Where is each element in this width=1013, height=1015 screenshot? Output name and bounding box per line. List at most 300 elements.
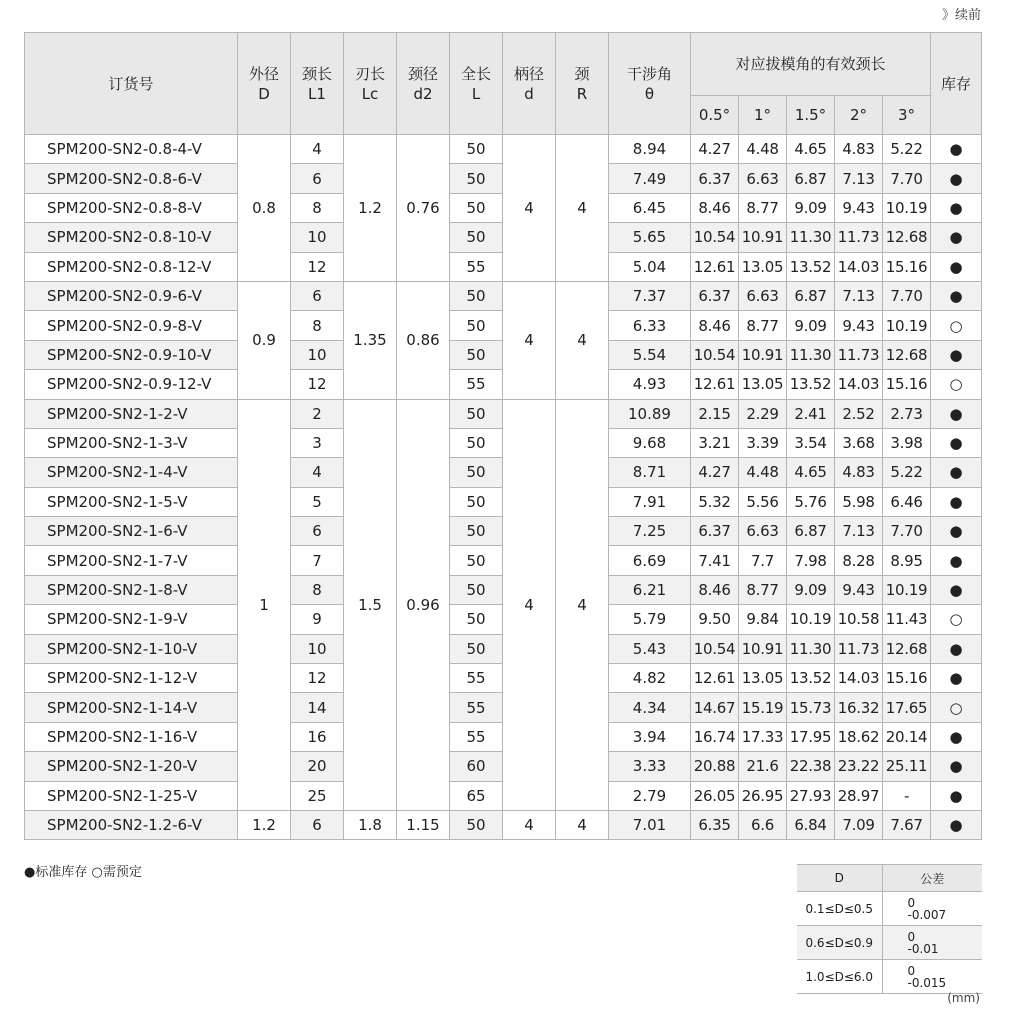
effective-length-cell: 14.67: [691, 693, 739, 722]
tolerance-lower: -0.007: [907, 907, 947, 922]
effective-length-cell: 3.21: [691, 428, 739, 457]
header-neck-diameter: 颈径 d2: [397, 33, 450, 135]
stock-mark: ●: [931, 517, 982, 546]
outer-diameter-cell: 0.8: [238, 135, 291, 282]
total-length-cell: 65: [450, 781, 503, 810]
effective-length-cell: 10.54: [691, 340, 739, 369]
effective-length-cell: 11.30: [787, 634, 835, 663]
continued-note: 》续前: [941, 8, 981, 23]
shank-diameter-cell: 4: [503, 810, 556, 839]
neck-length-cell: 12: [291, 664, 344, 693]
order-number: SPM200-SN2-0.8-4-V: [25, 135, 238, 164]
interference-angle-cell: 5.54: [609, 340, 691, 369]
total-length-cell: 50: [450, 605, 503, 634]
tolerance-header-d: D: [797, 865, 882, 892]
effective-length-cell: 6.87: [787, 517, 835, 546]
effective-length-cell: 8.77: [739, 193, 787, 222]
effective-length-cell: 4.27: [691, 458, 739, 487]
stock-mark: ●: [931, 399, 982, 428]
effective-length-cell: 13.52: [787, 370, 835, 399]
order-number: SPM200-SN2-1-12-V: [25, 664, 238, 693]
neck-diameter-cell: 1.15: [397, 810, 450, 839]
neck-length-cell: 5: [291, 487, 344, 516]
effective-length-cell: 7.7: [739, 546, 787, 575]
order-number: SPM200-SN2-0.9-6-V: [25, 281, 238, 310]
effective-length-cell: 9.43: [835, 575, 883, 604]
tolerance-table: [797, 864, 982, 994]
effective-length-cell: 9.43: [835, 311, 883, 340]
interference-angle-cell: 10.89: [609, 399, 691, 428]
header-order: 订货号: [25, 33, 238, 135]
effective-length-cell: 6.37: [691, 164, 739, 193]
stock-mark: ○: [931, 311, 982, 340]
shank-diameter-cell: 4: [503, 135, 556, 282]
effective-length-cell: 8.46: [691, 575, 739, 604]
interference-angle-cell: 3.94: [609, 722, 691, 751]
effective-length-cell: 6.37: [691, 281, 739, 310]
effective-length-cell: 10.19: [883, 311, 931, 340]
effective-length-cell: 4.48: [739, 135, 787, 164]
effective-length-cell: 6.35: [691, 810, 739, 839]
order-number: SPM200-SN2-1.2-6-V: [25, 810, 238, 839]
tolerance-lower: -0.015: [907, 975, 947, 990]
order-number: SPM200-SN2-1-5-V: [25, 487, 238, 516]
stock-mark: ●: [931, 340, 982, 369]
total-length-cell: 50: [450, 193, 503, 222]
header-angle: 0.5°: [691, 96, 739, 135]
neck-diameter-cell: 0.86: [397, 281, 450, 399]
tolerance-value: [882, 926, 982, 960]
total-length-cell: 50: [450, 311, 503, 340]
effective-length-cell: 12.61: [691, 370, 739, 399]
total-length-cell: 55: [450, 664, 503, 693]
neck-length-cell: 20: [291, 752, 344, 781]
unit-label: (mm): [947, 991, 980, 1005]
effective-length-cell: 8.46: [691, 193, 739, 222]
effective-length-cell: 11.73: [835, 340, 883, 369]
total-length-cell: 50: [450, 340, 503, 369]
shank-diameter-cell: 4: [503, 399, 556, 810]
interference-angle-cell: 6.69: [609, 546, 691, 575]
stock-mark: ●: [931, 135, 982, 164]
effective-length-cell: 14.03: [835, 370, 883, 399]
table-row: [25, 135, 982, 164]
outer-diameter-cell: 0.9: [238, 281, 291, 399]
neck-length-cell: 7: [291, 546, 344, 575]
effective-length-cell: 3.39: [739, 428, 787, 457]
effective-length-cell: 10.19: [883, 193, 931, 222]
edge-length-cell: 1.35: [344, 281, 397, 399]
header-neck-r: 颈 R: [556, 33, 609, 135]
order-number: SPM200-SN2-0.9-12-V: [25, 370, 238, 399]
effective-length-cell: 13.52: [787, 664, 835, 693]
effective-length-cell: 15.19: [739, 693, 787, 722]
effective-length-cell: 21.6: [739, 752, 787, 781]
interference-angle-cell: 9.68: [609, 428, 691, 457]
effective-length-cell: 7.13: [835, 164, 883, 193]
interference-angle-cell: 5.79: [609, 605, 691, 634]
effective-length-cell: 8.46: [691, 311, 739, 340]
order-number: SPM200-SN2-1-16-V: [25, 722, 238, 751]
stock-mark: ●: [931, 252, 982, 281]
effective-length-cell: 8.77: [739, 575, 787, 604]
effective-length-cell: 26.05: [691, 781, 739, 810]
interference-angle-cell: 5.65: [609, 223, 691, 252]
interference-angle-cell: 7.91: [609, 487, 691, 516]
shank-diameter-cell: 4: [503, 281, 556, 399]
effective-length-cell: 7.70: [883, 164, 931, 193]
effective-length-cell: 10.91: [739, 340, 787, 369]
stock-mark: ●: [931, 722, 982, 751]
effective-length-cell: 6.84: [787, 810, 835, 839]
interference-angle-cell: 4.82: [609, 664, 691, 693]
effective-length-cell: 12.68: [883, 634, 931, 663]
stock-mark: ●: [931, 223, 982, 252]
stock-mark: ●: [931, 193, 982, 222]
effective-length-cell: 5.22: [883, 135, 931, 164]
effective-length-cell: 3.98: [883, 428, 931, 457]
header-angle: 3°: [883, 96, 931, 135]
effective-length-cell: 3.68: [835, 428, 883, 457]
effective-length-cell: 10.91: [739, 634, 787, 663]
neck-length-cell: 6: [291, 281, 344, 310]
total-length-cell: 50: [450, 281, 503, 310]
effective-length-cell: 7.70: [883, 517, 931, 546]
tolerance-value: [882, 960, 982, 994]
total-length-cell: 55: [450, 370, 503, 399]
effective-length-cell: 16.32: [835, 693, 883, 722]
effective-length-cell: 10.54: [691, 634, 739, 663]
effective-length-cell: 13.52: [787, 252, 835, 281]
total-length-cell: 55: [450, 252, 503, 281]
order-number: SPM200-SN2-0.8-10-V: [25, 223, 238, 252]
interference-angle-cell: 6.33: [609, 311, 691, 340]
stock-mark: ●: [931, 487, 982, 516]
header-angle: 2°: [835, 96, 883, 135]
stock-legend: ●标准库存 ○需预定: [24, 865, 142, 880]
edge-length-cell: 1.5: [344, 399, 397, 810]
effective-length-cell: 13.05: [739, 370, 787, 399]
effective-length-cell: 7.13: [835, 517, 883, 546]
neck-r-cell: 4: [556, 135, 609, 282]
effective-length-cell: 9.09: [787, 193, 835, 222]
effective-length-cell: 27.93: [787, 781, 835, 810]
tolerance-lower: -0.01: [907, 941, 939, 956]
tolerance-upper: 0: [907, 895, 916, 910]
effective-length-cell: 12.61: [691, 664, 739, 693]
edge-length-cell: 1.2: [344, 135, 397, 282]
effective-length-cell: 4.83: [835, 458, 883, 487]
effective-length-cell: 7.70: [883, 281, 931, 310]
order-number: SPM200-SN2-0.9-10-V: [25, 340, 238, 369]
neck-length-cell: 6: [291, 164, 344, 193]
effective-length-cell: 9.43: [835, 193, 883, 222]
neck-diameter-cell: 0.76: [397, 135, 450, 282]
effective-length-cell: 17.65: [883, 693, 931, 722]
effective-length-cell: 11.73: [835, 223, 883, 252]
header-angle: 1°: [739, 96, 787, 135]
neck-r-cell: 4: [556, 399, 609, 810]
effective-length-cell: 2.41: [787, 399, 835, 428]
neck-length-cell: 14: [291, 693, 344, 722]
total-length-cell: 55: [450, 722, 503, 751]
effective-length-cell: 5.22: [883, 458, 931, 487]
total-length-cell: 50: [450, 575, 503, 604]
total-length-cell: 50: [450, 517, 503, 546]
neck-length-cell: 16: [291, 722, 344, 751]
effective-length-cell: 8.95: [883, 546, 931, 575]
effective-length-cell: 2.15: [691, 399, 739, 428]
header-total-length: 全长 L: [450, 33, 503, 135]
interference-angle-cell: 7.01: [609, 810, 691, 839]
effective-length-cell: 6.63: [739, 281, 787, 310]
total-length-cell: 50: [450, 810, 503, 839]
stock-mark: ○: [931, 605, 982, 634]
effective-length-cell: 11.30: [787, 340, 835, 369]
effective-length-cell: 4.83: [835, 135, 883, 164]
effective-length-cell: 13.05: [739, 664, 787, 693]
effective-length-cell: 10.91: [739, 223, 787, 252]
effective-length-cell: 11.43: [883, 605, 931, 634]
effective-length-cell: 6.6: [739, 810, 787, 839]
neck-diameter-cell: 0.96: [397, 399, 450, 810]
interference-angle-cell: 6.21: [609, 575, 691, 604]
effective-length-cell: 6.63: [739, 517, 787, 546]
total-length-cell: 55: [450, 693, 503, 722]
effective-length-cell: 5.56: [739, 487, 787, 516]
effective-length-cell: 5.76: [787, 487, 835, 516]
effective-length-cell: 4.65: [787, 135, 835, 164]
stock-mark: ●: [931, 428, 982, 457]
effective-length-cell: 2.52: [835, 399, 883, 428]
interference-angle-cell: 5.43: [609, 634, 691, 663]
neck-length-cell: 8: [291, 575, 344, 604]
effective-length-cell: 15.73: [787, 693, 835, 722]
stock-mark: ●: [931, 575, 982, 604]
interference-angle-cell: 8.94: [609, 135, 691, 164]
effective-length-cell: 9.84: [739, 605, 787, 634]
neck-length-cell: 3: [291, 428, 344, 457]
effective-length-cell: 7.67: [883, 810, 931, 839]
outer-diameter-cell: 1: [238, 399, 291, 810]
effective-length-cell: 9.09: [787, 575, 835, 604]
effective-length-cell: 4.27: [691, 135, 739, 164]
interference-angle-cell: 7.49: [609, 164, 691, 193]
effective-length-cell: 6.63: [739, 164, 787, 193]
tolerance-upper: 0: [907, 929, 916, 944]
effective-length-cell: 14.03: [835, 664, 883, 693]
tolerance-upper: 0: [907, 963, 916, 978]
effective-length-cell: 5.98: [835, 487, 883, 516]
neck-length-cell: 10: [291, 634, 344, 663]
neck-length-cell: 8: [291, 311, 344, 340]
stock-mark: ●: [931, 664, 982, 693]
effective-length-cell: 15.16: [883, 370, 931, 399]
interference-angle-cell: 4.93: [609, 370, 691, 399]
header-shank-diameter: 柄径 d: [503, 33, 556, 135]
tolerance-row: [797, 892, 982, 926]
effective-length-cell: 13.05: [739, 252, 787, 281]
interference-angle-cell: 7.25: [609, 517, 691, 546]
neck-r-cell: 4: [556, 810, 609, 839]
total-length-cell: 50: [450, 135, 503, 164]
effective-length-cell: 7.98: [787, 546, 835, 575]
total-length-cell: 50: [450, 487, 503, 516]
order-number: SPM200-SN2-1-8-V: [25, 575, 238, 604]
order-number: SPM200-SN2-0.8-12-V: [25, 252, 238, 281]
interference-angle-cell: 7.37: [609, 281, 691, 310]
total-length-cell: 50: [450, 428, 503, 457]
order-number: SPM200-SN2-0.8-6-V: [25, 164, 238, 193]
effective-length-cell: 23.22: [835, 752, 883, 781]
effective-length-cell: 15.16: [883, 664, 931, 693]
tolerance-range: 0.1≤D≤0.5: [797, 892, 882, 926]
header-outer-diameter: 外径 D: [238, 33, 291, 135]
stock-mark: ●: [931, 810, 982, 839]
stock-mark: ○: [931, 693, 982, 722]
effective-length-cell: 6.46: [883, 487, 931, 516]
order-number: SPM200-SN2-1-20-V: [25, 752, 238, 781]
total-length-cell: 50: [450, 399, 503, 428]
effective-length-cell: 18.62: [835, 722, 883, 751]
spec-table: [24, 32, 982, 840]
table-row: [25, 810, 982, 839]
neck-length-cell: 12: [291, 370, 344, 399]
interference-angle-cell: 6.45: [609, 193, 691, 222]
neck-length-cell: 25: [291, 781, 344, 810]
effective-length-cell: 9.09: [787, 311, 835, 340]
order-number: SPM200-SN2-1-4-V: [25, 458, 238, 487]
effective-length-cell: 25.11: [883, 752, 931, 781]
order-number: SPM200-SN2-1-14-V: [25, 693, 238, 722]
header-effective-length: 对应拔模角的有效颈长: [691, 33, 931, 96]
table-row: [25, 399, 982, 428]
effective-length-cell: 20.14: [883, 722, 931, 751]
header-stock: 库存: [931, 33, 982, 135]
stock-mark: ●: [931, 781, 982, 810]
effective-length-cell: 17.95: [787, 722, 835, 751]
order-number: SPM200-SN2-0.8-8-V: [25, 193, 238, 222]
effective-length-cell: 12.68: [883, 223, 931, 252]
interference-angle-cell: 5.04: [609, 252, 691, 281]
order-number: SPM200-SN2-1-25-V: [25, 781, 238, 810]
interference-angle-cell: 3.33: [609, 752, 691, 781]
stock-mark: ●: [931, 546, 982, 575]
neck-length-cell: 12: [291, 252, 344, 281]
effective-length-cell: 14.03: [835, 252, 883, 281]
effective-length-cell: -: [883, 781, 931, 810]
stock-mark: ●: [931, 458, 982, 487]
effective-length-cell: 6.37: [691, 517, 739, 546]
tolerance-row: [797, 926, 982, 960]
effective-length-cell: 7.09: [835, 810, 883, 839]
effective-length-cell: 26.95: [739, 781, 787, 810]
order-number: SPM200-SN2-1-7-V: [25, 546, 238, 575]
stock-mark: ●: [931, 164, 982, 193]
tolerance-row: [797, 960, 982, 994]
effective-length-cell: 20.88: [691, 752, 739, 781]
effective-length-cell: 3.54: [787, 428, 835, 457]
order-number: SPM200-SN2-1-6-V: [25, 517, 238, 546]
effective-length-cell: 8.28: [835, 546, 883, 575]
neck-length-cell: 6: [291, 810, 344, 839]
effective-length-cell: 15.16: [883, 252, 931, 281]
effective-length-cell: 2.73: [883, 399, 931, 428]
effective-length-cell: 4.65: [787, 458, 835, 487]
tolerance-header-tol: 公差: [882, 865, 982, 892]
effective-length-cell: 2.29: [739, 399, 787, 428]
effective-length-cell: 22.38: [787, 752, 835, 781]
effective-length-cell: 11.73: [835, 634, 883, 663]
neck-length-cell: 9: [291, 605, 344, 634]
order-number: SPM200-SN2-0.9-8-V: [25, 311, 238, 340]
neck-length-cell: 10: [291, 223, 344, 252]
neck-r-cell: 4: [556, 281, 609, 399]
header-interference-angle: 干涉角 θ: [609, 33, 691, 135]
tolerance-range: 1.0≤D≤6.0: [797, 960, 882, 994]
neck-length-cell: 8: [291, 193, 344, 222]
header-edge-length: 刃长 Lc: [344, 33, 397, 135]
effective-length-cell: 6.87: [787, 281, 835, 310]
effective-length-cell: 28.97: [835, 781, 883, 810]
table-row: [25, 281, 982, 310]
effective-length-cell: 16.74: [691, 722, 739, 751]
effective-length-cell: 4.48: [739, 458, 787, 487]
stock-mark: ●: [931, 281, 982, 310]
outer-diameter-cell: 1.2: [238, 810, 291, 839]
order-number: SPM200-SN2-1-10-V: [25, 634, 238, 663]
effective-length-cell: 9.50: [691, 605, 739, 634]
effective-length-cell: 10.19: [883, 575, 931, 604]
neck-length-cell: 10: [291, 340, 344, 369]
effective-length-cell: 6.87: [787, 164, 835, 193]
order-number: SPM200-SN2-1-3-V: [25, 428, 238, 457]
order-number: SPM200-SN2-1-2-V: [25, 399, 238, 428]
tolerance-range: 0.6≤D≤0.9: [797, 926, 882, 960]
neck-length-cell: 6: [291, 517, 344, 546]
total-length-cell: 50: [450, 634, 503, 663]
effective-length-cell: 7.13: [835, 281, 883, 310]
effective-length-cell: 10.58: [835, 605, 883, 634]
order-number: SPM200-SN2-1-9-V: [25, 605, 238, 634]
neck-length-cell: 4: [291, 135, 344, 164]
neck-length-cell: 2: [291, 399, 344, 428]
edge-length-cell: 1.8: [344, 810, 397, 839]
total-length-cell: 50: [450, 164, 503, 193]
total-length-cell: 50: [450, 458, 503, 487]
interference-angle-cell: 2.79: [609, 781, 691, 810]
effective-length-cell: 12.68: [883, 340, 931, 369]
total-length-cell: 60: [450, 752, 503, 781]
effective-length-cell: 12.61: [691, 252, 739, 281]
stock-mark: ●: [931, 752, 982, 781]
effective-length-cell: 10.54: [691, 223, 739, 252]
tolerance-value: [882, 892, 982, 926]
effective-length-cell: 11.30: [787, 223, 835, 252]
effective-length-cell: 8.77: [739, 311, 787, 340]
effective-length-cell: 10.19: [787, 605, 835, 634]
header-neck-length: 颈长 L1: [291, 33, 344, 135]
stock-mark: ●: [931, 634, 982, 663]
interference-angle-cell: 4.34: [609, 693, 691, 722]
header-angle: 1.5°: [787, 96, 835, 135]
neck-length-cell: 4: [291, 458, 344, 487]
stock-mark: ○: [931, 370, 982, 399]
effective-length-cell: 5.32: [691, 487, 739, 516]
effective-length-cell: 7.41: [691, 546, 739, 575]
total-length-cell: 50: [450, 546, 503, 575]
total-length-cell: 50: [450, 223, 503, 252]
